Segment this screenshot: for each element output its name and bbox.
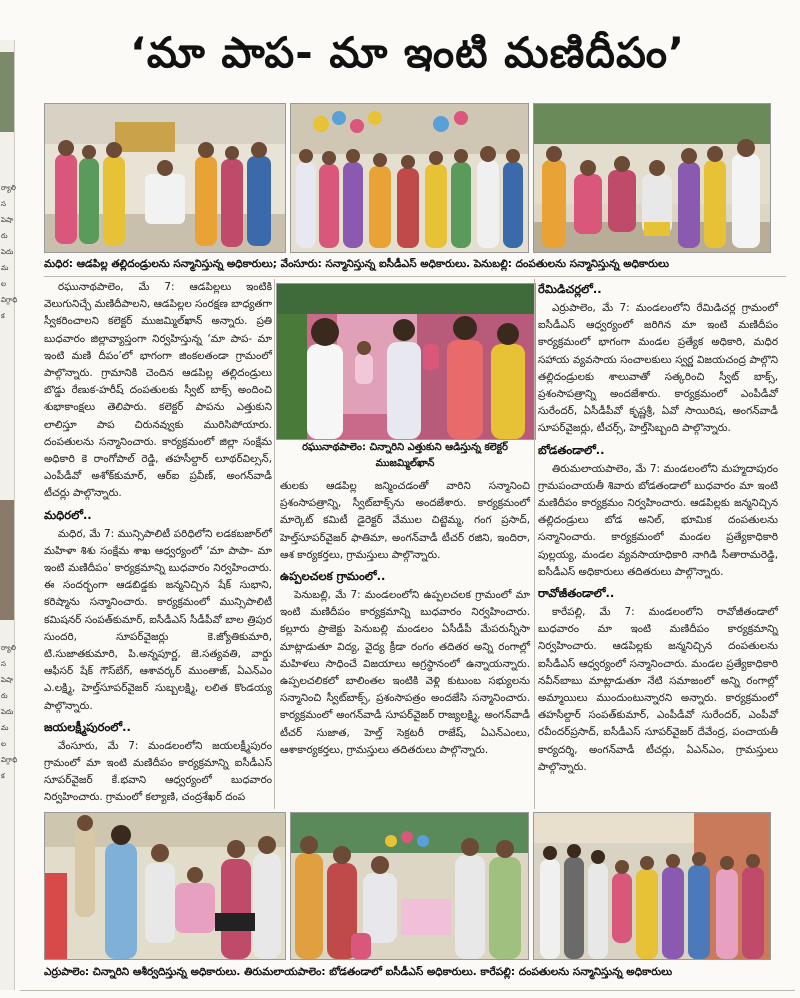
photo-collector bbox=[276, 283, 536, 440]
paragraph-raghunathapalem: రఘునాథపాలెం, మే 7: ఆడపిల్లలు ఇంటికి వెలుగునిచ్చే మణిదీపాలని, ఆడపిల్లల సంరక్షణ బాధ్యతగా స్వీకరించాలని కలెక్టర్ ముజమ్మిల్‌ఖాన్ అన్నారు. ప్రతి బుధవారం జిల్లావ్యాప్తంగా నిర్వహిస్తున్న ‘మా పాప- మా ఇంటి మణి దీపం’లో భాగంగా జింకలతండా గ్రామంలో పాల్గొన్నారు. గ్రామానికి చెందిన ఆడపిల్ల తల్లిదండ్రులు బొడ్డు రేణుక-హరీష్ దంపతులకు స్వీట్ బాక్స్ అందించి శుభాకాంక్షలు తెలిపారు. కలెక్టర్ పాపను ఎత్తుకుని లాలిస్తూ పాప చిరునవ్వుకు మురిసిపోయారు. దంపతులను సన్మానించారు. కార్యక్రమంలో జిల్లా సంక్షేమ అధికారి కె రాంగోపాల్ రెడ్డి, తహసీల్దార్ లూథర్‌విల్సన్, ఎంపీడీవో అశోక్‌కుమార్, ఆర్ఐ ప్రవీణ్, అంగన్‌వాడీ టీచర్లు పాల్గొన్నారు. bbox=[44, 281, 272, 500]
paragraph-bodatanda: తిరుమలాయపాలెం, మే 7: మండలంలోని మహ్మదాపురం గ్రామపంచాయతీ శివారు బోడతండాలో బుధవారం మా ఇంటి మణిదీపం కార్యక్రమం నిర్వహించారు. ఆడపిల్లకు జన్మనిచ్చిన తల్లిదండ్రులు బోడ అనిల్, భూమిక దంపతులను సన్మానించారు. కార్యక్రమంలో మండల ప్రత్యేకాధికారి పుల్లయ్య, మండల వ్యవసాయాధికారి నాగిడి సీతారామరెడ్డి, ఐసీడీఎస్ అధికారులు తదితరులు పాల్గొన్నారు. bbox=[538, 462, 778, 578]
subheading-ravojitanda: రావోజీతండాలో.. bbox=[538, 586, 615, 601]
paragraph-uppalachalaka: పెనుబల్లి, మే 7: మండలంలోని ఉప్పలచలక గ్రామంలో మా ఇంటి మణిదీపం కార్యక్రమాన్ని బుధవారం నిర్వహించారు. కల్లూరు ప్రాజెక్టు పెనుబల్లి మండలం ఏసీడీపీ మేపరున్నీసా మాట్లాడుతూ విద్య, వైద్య క్రీడా రంగం తదితర అన్ని రంగాల్లో మహిళలు సాధించే విజయాలు అగ్రస్థానంలో ఉన్నాయన్నారు. ఉప్పలచలికలో బాలింతల ఇంటికి వెళ్లి కుటుంబ సభ్యులను సన్మానించి స్వీట్‌బాక్స్, ప్రశంసాపత్రం అందజేసి సన్మానించారు. కార్యక్రమంలో అంగన్‌వాడీ సూపర్‌వైజర్ రాజ్యలక్ష్మి, అంగన్‌వాడీ టీచర్ సుజాత, హెల్త్ సెక్రటరీ రాజేష్, ఏఎన్ఎంలు, ఆశాకార్యకర్తలు, గ్రామస్తులు తదితరులు పాల్గొన్నారు. bbox=[280, 589, 530, 756]
paragraph-jayalakshmipuram: వేంసూరు, మే 7: మండలంలోని జయలక్ష్మీపురం గ్రామంలో మా ఇంటి మణిదీపం కార్యక్రమాన్ని ఐసీడీఎస్ సూపర్‌వైజర్ కే.భవాని ఆధ్వర్యంలో బుధవారం నిర్వహించారు. గ్రామంలో కల్యాణి, చంద్రశేఖర్ దంప bbox=[44, 739, 272, 804]
adjacent-photo bbox=[0, 52, 14, 132]
article-column-1 bbox=[44, 279, 272, 809]
page-bottom-rule bbox=[20, 990, 795, 991]
subheading-jayalakshmipuram: జయలక్ష్మీపురంలో.. bbox=[44, 719, 131, 734]
subheading-remidicharla: రేమిడిచర్లలో.. bbox=[538, 282, 602, 296]
photo-bodatanda bbox=[290, 812, 529, 960]
column-rule bbox=[274, 279, 275, 809]
photo-ravojitanda bbox=[533, 812, 771, 960]
photo-errupalem bbox=[44, 812, 286, 960]
paragraph-ravojitanda: కారేపల్లి, మే 7: మండలంలోని రావోజీతండాలో బుధవారం మా ఇంటి మణిదీపం కార్యక్రమాన్ని నిర్వహించారు. ఆడపిల్లకు జన్మనిచ్చిన దంపతులను ఐసీడీఎస్ ఆధ్వర్యంలో సన్మానించారు. మండల ప్రత్యేకాధికారి నవీన్‌బాబు మాట్లాడుతూ నేటి సమాజంలో అన్ని రంగాల్లో అమ్మాయిలు ముందుంటున్నారని అన్నారు. కార్యక్రమంలో తహసీల్దార్ సంపత్‌కుమార్, ఎంపీడీవో సురేందర్, ఎంపీవో రవీందర్‌ప్రసాద్, ఐసీడీఎస్ సూపర్‌వైజర్ దేవేంద్ర, పంచాయతీ కార్యదర్శి, అంగన్‌వాడీ టీచర్లు, ఏఎన్ఎం, గ్రామస్తులు పాల్గొన్నారు. bbox=[538, 606, 778, 773]
adjacent-photo-2 bbox=[0, 500, 14, 620]
column-rule bbox=[534, 279, 535, 809]
photo-madhira bbox=[44, 103, 286, 253]
subheading-madhira: మధిరలో.. bbox=[44, 507, 92, 522]
adjacent-column-strip bbox=[0, 40, 18, 990]
page-headline: ‘మా పాప- మా ఇంటి మణిదీపం’ bbox=[129, 28, 686, 77]
subheading-uppalachalaka: ఉప్పలచలక గ్రామంలో.. bbox=[280, 569, 386, 584]
photo-vemsoor bbox=[290, 103, 529, 253]
article-column-2 bbox=[280, 478, 530, 808]
paragraph-continued: తులకు ఆడపిల్ల జన్మించడంతో వారిని సన్మానించి ప్రశంసాపత్రాన్ని, స్వీట్‌బాక్స్‌ను అందజేశారు. కార్యక్రమంలో మార్కెట్ కమిటీ డైరెక్టర్ వేముల చిట్టెమ్మ, గంగ ప్రసాద్, హెల్త్‌సూపర్‌వైజర్ ఫాతిమా, అంగన్‌వాడీ టీచర్ రజిని, ఇందిరా, ఆశ కార్యకర్తలు, గ్రామస్తులు పాల్గొన్నారు. bbox=[280, 480, 530, 561]
subheading-bodatanda: బోడతండాలో.. bbox=[538, 442, 605, 457]
adjacent-text-2: ర్యాలిస పెషా రు పెదుమలవిగ్గాధిక bbox=[1, 644, 18, 780]
paragraph-remidicharla: ఎర్రుపాలెం, మే 7: మండలంలోని రేమిడిచర్ల గ్రామంలో ఐసీడీఎస్ ఆధ్వర్యంలో జరిగిన మా ఇంటి మణిదీపం కార్యక్రమంలో భాగంగా మండల ప్రత్యేక అధికారి, మధిర సహాయ వ్యవసాయ సంచాలకులు స్వర్ణ విజయచంద్ర పాల్గొని తల్లిదండ్రులకు శాలువాతో సత్కరించి స్వీట్ బాక్స్, ప్రశంసాపత్రాన్ని అందజేశారు. కార్యక్రమంలో ఎంపీడీవో సురేందర్, ఏసీడీపీవో కృష్ణశ్రీ, ఏవో సాయిరిష, అంగన్‌వాడీ సూపర్‌వైజర్లు, టీచర్స్, హెల్త్‌సిబ్బంది పాల్గొన్నారు. bbox=[538, 302, 778, 435]
adjacent-text: ర్యాలిస పెషా రు పెదుమలవిగ్గాధిక bbox=[1, 184, 18, 320]
bottom-photo-caption: ఎర్రుపాలెం: చిన్నారిని ఆశీర్వదిస్తున్న అధికారులు. తిరుమలాయపాలెం: బోడతండాలో ఐసీడీఎస్ అధికారులు. కారేపల్లి: దంపతులను సన్మానిస్తున్న అధికారులు bbox=[44, 966, 673, 978]
divider bbox=[44, 276, 786, 277]
paragraph-madhira: మధిర, మే 7: మున్సిపాలిటీ పరిధిలోని లడకబజార్‌లో మహిళా శిశు సంక్షేమ శాఖ ఆధ్వర్యంలో ‘మా పాపా- మా ఇంటి మణిదీపం’ కార్యక్రమాన్ని బుధవారం నిర్వహించారు. ఈ సందర్భంగా ఆడబిడ్డకు జన్మనిచ్చిన షేక్ సుభాని, కరిష్మాను సన్మానించారు. కార్యక్రమంలో మున్సిపాలిటీ కమిషనర్ సంపత్‌కుమార్, ఐసీడీఎస్ సీడీపీవో బాల త్రిపుర సుందరి, సూపర్‌వైజర్లు కె.జ్యోతికుమారి, టి.సుజాతకుమారి, పి.అన్నపూర్ణ, జె.సత్యవతి, వార్డు ఆఫీసర్ షేక్ గౌస్‌బేగ్, ఆశావర్కర్ ముంతాజ్, ఏఎన్ఎం ఎ.లక్ష్మి, హెల్త్‌సూపర్‌వైజర్ సుబ్బలక్ష్మి, లలిత కొండయ్య పాల్గొన్నారు. bbox=[44, 527, 272, 712]
article-column-3 bbox=[538, 279, 778, 809]
photo-penuballi bbox=[533, 103, 771, 253]
center-photo-caption: రఘునాథపాలెం: చిన్నారిని ఎత్తుకుని ఆడిస్తున్న కలెక్టర్ ముజమ్మిల్‌ఖాన్ bbox=[302, 442, 508, 469]
top-photo-caption: మధిర: ఆడపిల్ల తల్లిదండ్రులను సన్మానిస్తున్న అధికారులు; వేంసూరు: సన్మానిస్తున్న ఐసీడీఎస్ అధికారులు. పెనుబల్లి: దంపతులను సన్మానిస్తున్న అధికారులు bbox=[44, 258, 670, 270]
